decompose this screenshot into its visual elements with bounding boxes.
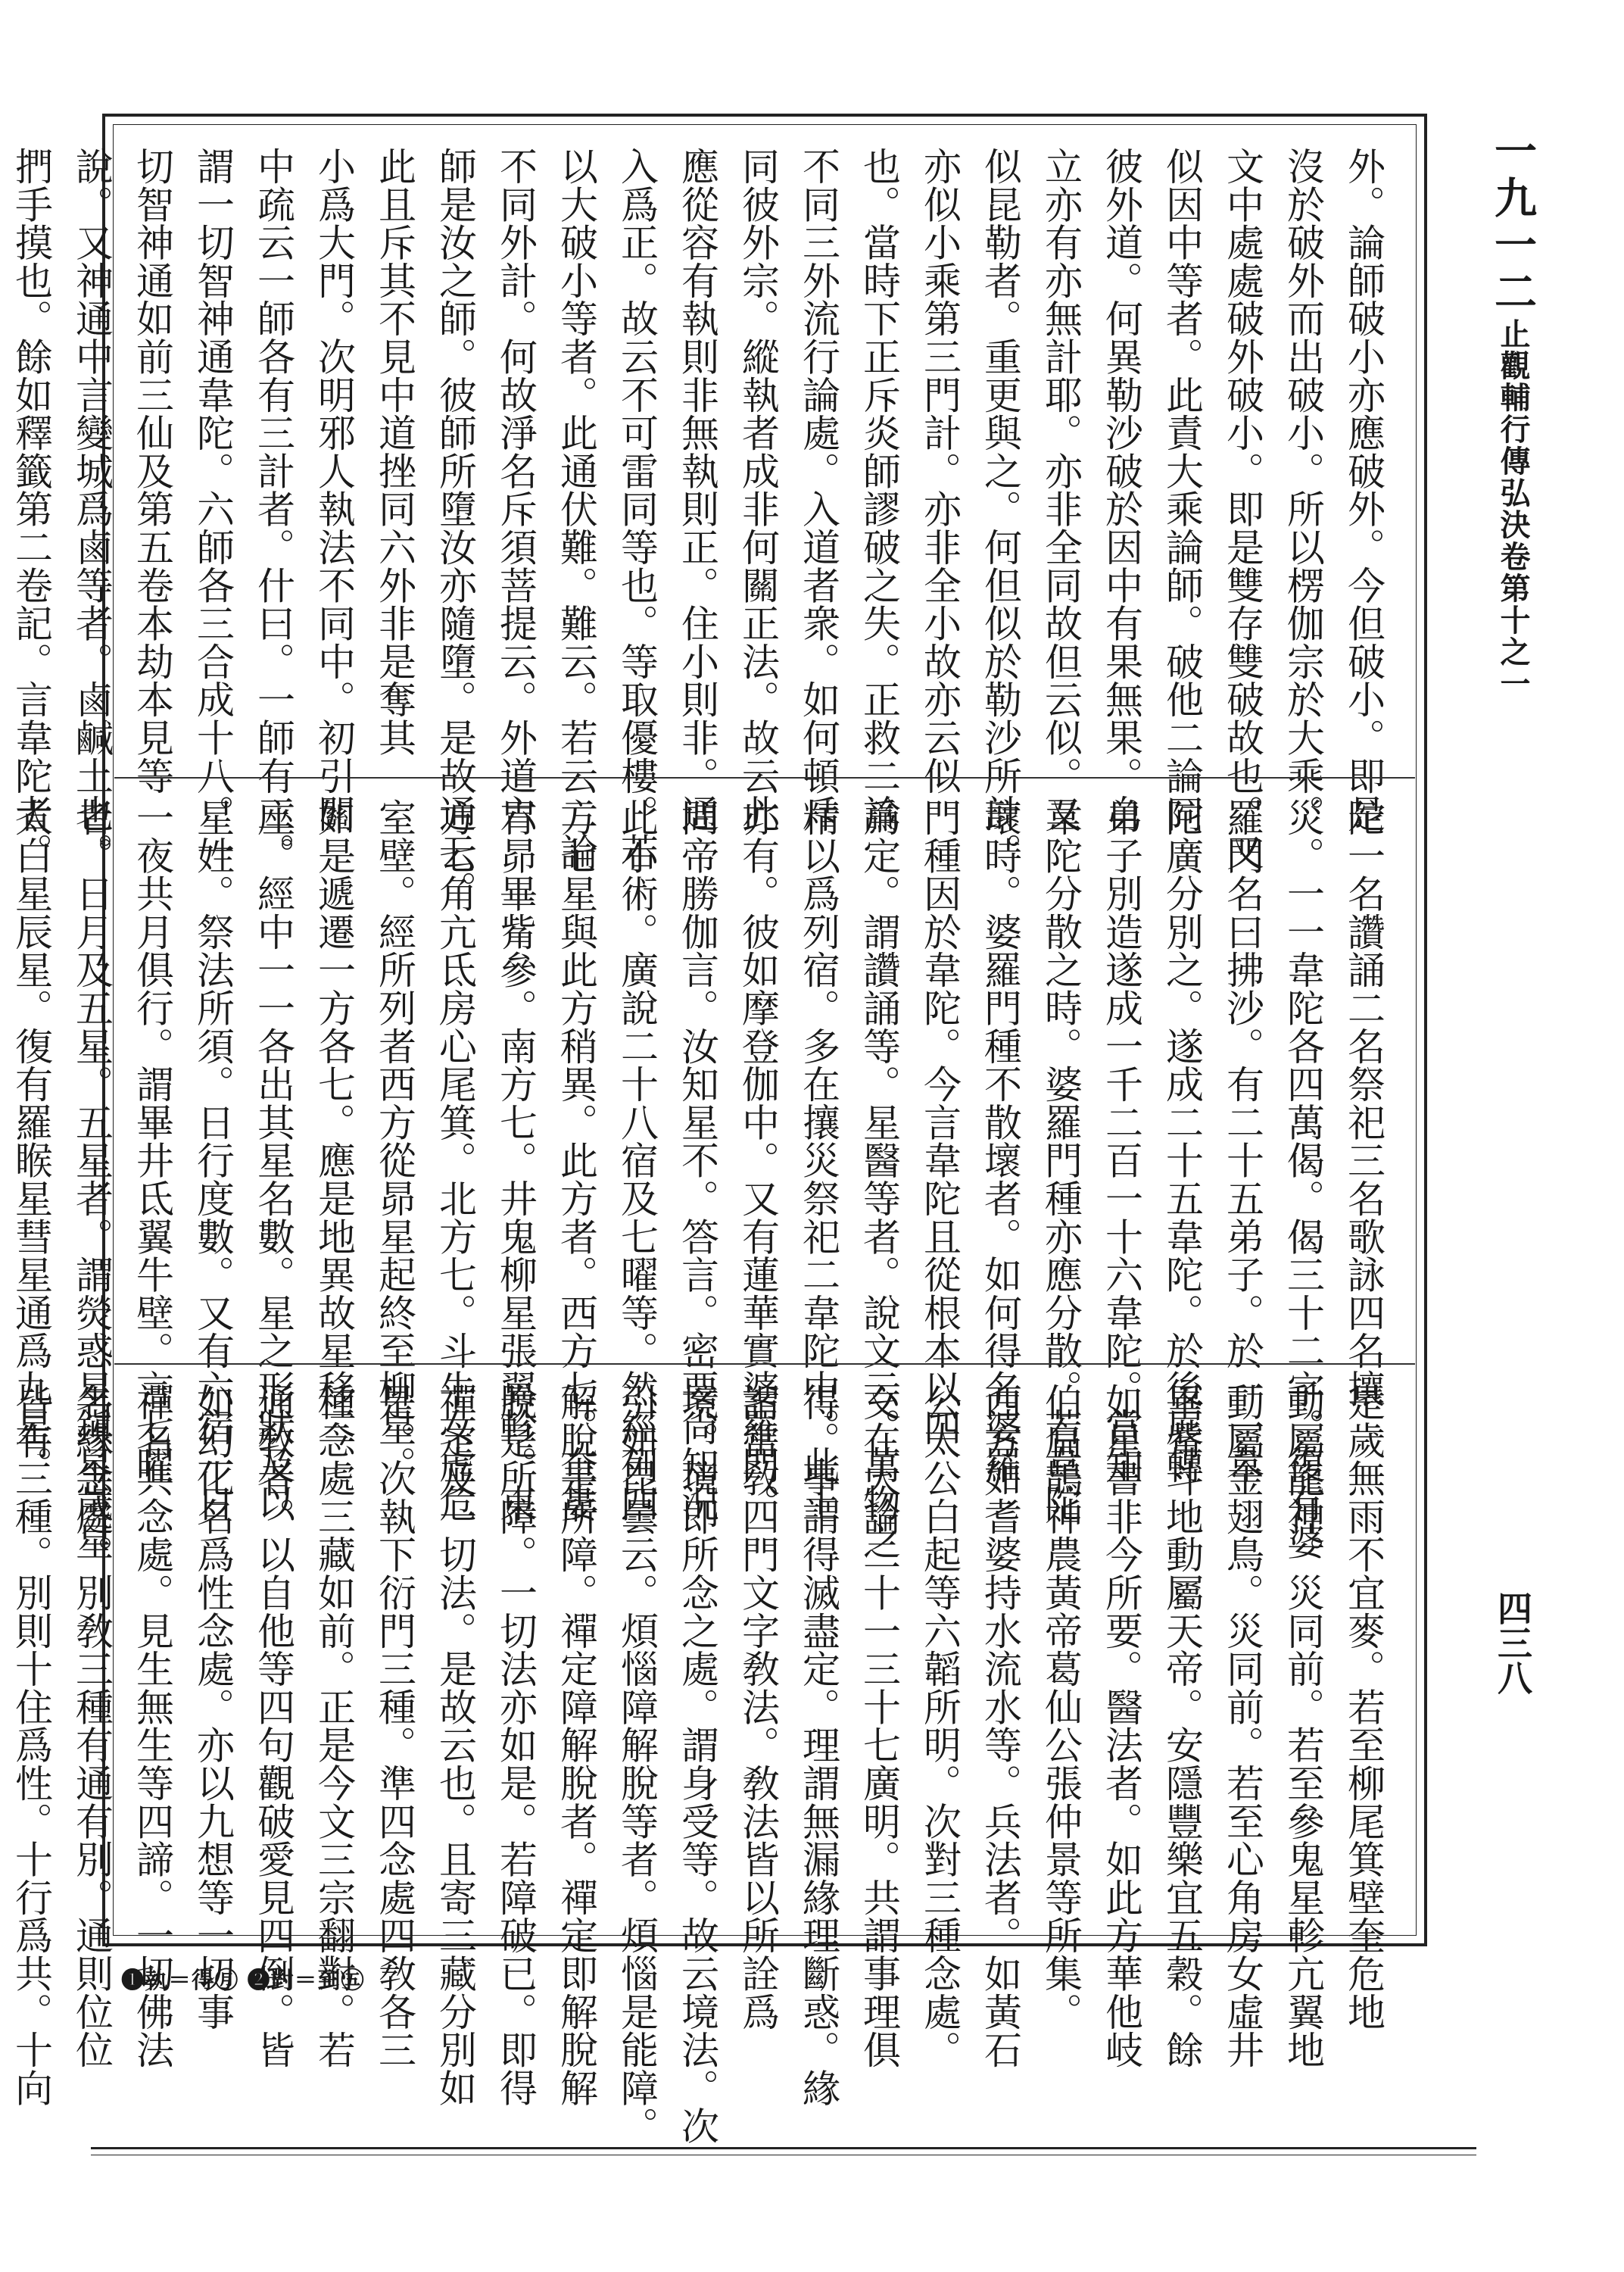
margin-page-number: 四三八 bbox=[1492, 1590, 1533, 1695]
text-column: 得。事謂得滅盡定。理謂無漏緣理斷惑。緣 bbox=[796, 1383, 840, 2107]
text-column: 以大破小等者。此通伏難。難云。若云二論 bbox=[554, 147, 598, 871]
text-column: 如幻化名爲性念處。亦以九想等一切事 bbox=[191, 1383, 235, 2031]
bottom-rule-thick bbox=[91, 2147, 1476, 2149]
text-column: 弟子別造遂成一千二百一十六韋陀。當知 bbox=[1099, 798, 1143, 1484]
text-column: 災。一一韋陀各四萬偈。偈三十二字。復有婆 bbox=[1281, 798, 1325, 1560]
text-column: 一夜共月俱行。謂畢井氐翼牛壁。言七曜 bbox=[130, 798, 174, 1484]
text-column: 太白星辰星。復有羅睺星彗星通爲九星。 bbox=[9, 798, 53, 1484]
text-column: 西方如耆婆持水流水等。兵法者。如黃石 bbox=[978, 1383, 1022, 2069]
text-column: 室壁。經所列者西方從昴星起終至柳星。 bbox=[372, 798, 416, 1484]
footnotes: ❶執＝得㊊ ❷對＝到㊄ bbox=[121, 1968, 365, 1994]
text-column: 不同外計。何故淨名斥須菩提云。外道六 bbox=[494, 147, 538, 833]
text-column: 亦有。彼如摩登伽中。又有蓮華實婆羅門。 bbox=[736, 798, 780, 1522]
text-column: 名緣念處。別敎三種有通有別。通則位位 bbox=[70, 1383, 114, 2069]
text-column bbox=[0, 798, 1, 1355]
text-column: 問帝勝伽言。汝知星不。答言。密要尙知況 bbox=[675, 798, 719, 1522]
text-column: 彼外道。何異勒沙破於因中有果無果。自 bbox=[1099, 147, 1143, 833]
text-column: 入爲正。故云不可雷同等也。等取優樓。若 bbox=[615, 147, 659, 871]
text-column: 陀一名讚誦二名祭祀三名歌詠四名攘 bbox=[1342, 798, 1386, 1408]
text-register-middle bbox=[9, 798, 1394, 1560]
text-column bbox=[0, 147, 1, 768]
text-column: 胃昴畢觜參。南方七。井鬼柳星張翼軫。東 bbox=[494, 798, 538, 1522]
text-column: 者。日月及五星。五星者。謂熒惑星鎭星歲星 bbox=[70, 798, 114, 1560]
text-column: 應從容有執則非無執則正。住小則非。通 bbox=[675, 147, 719, 833]
text-column: 亦似小乘第三門計。亦非全小故亦云似 bbox=[918, 147, 962, 795]
text-column: 不同三外流行論處。入道者衆。如何頓斥 bbox=[796, 147, 840, 833]
text-column: 星姓。祭法所須。日行度數。又有六宿一日 bbox=[191, 798, 235, 1522]
text-column: 是。次執下衍門三種。準四念處四敎各三 bbox=[372, 1383, 416, 2069]
text-column: 座。經中一一各出其星名數。星之形狀及以 bbox=[251, 798, 295, 1522]
text-column: 立亦有亦無計耶。亦非全同故但云似。又 bbox=[1039, 147, 1083, 833]
text-column: 謂當敎四門文字敎法。敎法皆以所詮爲 bbox=[736, 1383, 780, 2031]
text-column: 此小術。廣說二十八宿及七曜等。然經列四 bbox=[615, 798, 659, 1522]
text-column: 韋陀分散之時。婆羅門種亦應分散。若韋陀 bbox=[1039, 798, 1083, 1522]
text-column: 切智神通如前三仙及第五卷本劫本見等 bbox=[130, 147, 174, 795]
text-column: 文中處處破外破小。即是雙存雙破故也。又 bbox=[1220, 147, 1264, 871]
text-column: 沒於破外而出破小。所以楞伽宗於大乘。 bbox=[1281, 147, 1325, 833]
text-column: 捫手摸也。餘如釋籤第二卷記。言韋陀者。 bbox=[9, 147, 53, 871]
text-register-upper bbox=[9, 147, 1394, 909]
running-title: 止觀輔行傳弘決卷第十之一 bbox=[1495, 318, 1531, 700]
text-column: 境。境即所念之處。謂身受等。故云境法。次 bbox=[675, 1383, 719, 2145]
text-column: 同彼外宗。縱執者成非何關正法。故云此 bbox=[736, 147, 780, 833]
text-column: 如星書非今所要。醫法者。如此方華他岐 bbox=[1099, 1383, 1143, 2069]
text-column: 也。當時下正斥炎師謬破之失。正救二論 bbox=[857, 147, 901, 833]
text-column: 中疏云一師各有三計者。什曰。一師有三。 bbox=[251, 147, 295, 871]
text-column bbox=[0, 1383, 1, 1932]
text-column: 方七角亢氐房心尾箕。北方七。斗牛女虛危 bbox=[433, 798, 477, 1522]
text-column: 引如毘曇云。煩惱障解脫等者。煩惱是能障。 bbox=[615, 1383, 659, 2145]
text-column: 似昆勒者。重更與之。何但似於勒沙所計。 bbox=[978, 147, 1022, 871]
text-column: 公太公白起等六韜所明。次對三種念處。 bbox=[918, 1383, 962, 2069]
text-column: 此且斥其不見中道挫同六外非是奪其 bbox=[372, 147, 416, 757]
text-column: 通敎者。以自他等四句觀破愛見四倒。皆 bbox=[251, 1383, 295, 2069]
text-column: 爲定。謂讚誦等。星醫等者。說文云。萬物之 bbox=[857, 798, 901, 1560]
text-column: 伯扁鵲神農黃帝葛仙公張仲景等所集。 bbox=[1039, 1383, 1083, 2031]
text-column: 陀廣分別之。遂成二十五韋陀。於後展轉 bbox=[1160, 798, 1204, 1484]
register-divider-2 bbox=[114, 1363, 1415, 1365]
text-column: 如是遞遷一方各七。應是地異故星移三 bbox=[312, 798, 356, 1447]
text-column: 謂一切智神通韋陀。六師各三合成十八。一 bbox=[191, 147, 235, 871]
text-column: 小爲大門。次明邪人執法不同中。初引關 bbox=[312, 147, 356, 833]
text-column: 皆有三種。別則十住爲性。十行爲共。十向 bbox=[9, 1383, 53, 2107]
text-column: 禪定及一切法。是故云也。且寄三藏分別如 bbox=[433, 1383, 477, 2107]
page-number: 一九一二 bbox=[1488, 129, 1538, 317]
text-column: 說。又神通中言變城爲鹵等者。鹵鹹土也。 bbox=[70, 147, 114, 871]
page-header-column bbox=[1471, 114, 1554, 1946]
text-column: 精以爲列宿。多在攘災祭祀二韋陀中。此土 bbox=[796, 798, 840, 1522]
text-column: 動屬金翅鳥。災同前。若至心角房女虛井 bbox=[1220, 1383, 1264, 2069]
text-column: 文在大論二十一三十七廣明。共謂事理俱 bbox=[857, 1383, 901, 2069]
text-column: 門種因於韋陀。今言韋陀且從根本以四 bbox=[918, 798, 962, 1447]
text-column: 解脫是所障。禪定障解脫者。禪定即解脫解 bbox=[554, 1383, 598, 2107]
text-column: 脫是所障。一切法亦如是。若障破已。即得 bbox=[494, 1383, 538, 2107]
text-column: 羅門名曰拂沙。有二十五弟子。於一一韋 bbox=[1220, 798, 1264, 1484]
text-column: 似因中等者。此責大乘論師。破他二論同 bbox=[1160, 147, 1204, 833]
text-column: 壞時。婆羅門種不散壞者。如何得名婆羅 bbox=[978, 798, 1022, 1484]
text-column: 種念處三藏如前。正是今文三宗翻對。若 bbox=[312, 1383, 356, 2069]
text-column: 禪名共念處。見生無生等四諦。一切佛法 bbox=[130, 1383, 174, 2069]
text-column: 外。論師破小亦應破外。今但破小。即是 bbox=[1342, 147, 1386, 833]
text-column: 畢觜斗地動屬天帝。安隱豐樂宜五穀。餘 bbox=[1160, 1383, 1204, 2069]
text-column: 動屬龍神。災同前。若至參鬼星軫亢翼地 bbox=[1281, 1383, 1325, 2069]
text-column: 是歲無雨不宜麥。若至柳尾箕壁奎危地 bbox=[1342, 1383, 1386, 2031]
text-column: 師是汝之師。彼師所墮汝亦隨墮。是故通云。 bbox=[433, 147, 477, 909]
text-column: 方七星與此方稍異。此方者。西方七。奎婁 bbox=[554, 798, 598, 1522]
register-divider-1 bbox=[114, 777, 1415, 779]
